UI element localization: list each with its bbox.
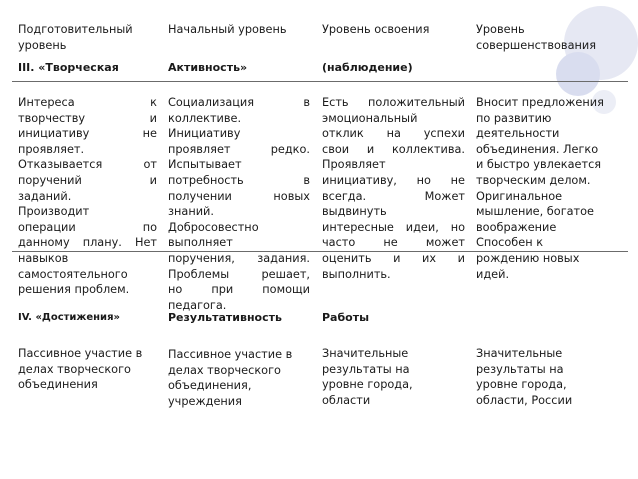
body3-col1-line: Интереса к — [18, 96, 157, 109]
section4-col1: IV. «Достижения» — [18, 312, 120, 323]
body3-col2-line: Испытывает — [168, 158, 242, 172]
body3-col2-line: получении новых — [168, 189, 310, 203]
body3-col1-line: Отказывается от — [18, 158, 157, 172]
body3-col3-line: отклик на успехи — [322, 127, 465, 141]
header-col2-line: Начальный уровень — [168, 23, 287, 36]
body4-col1-line: объединения — [18, 378, 98, 392]
header-col1 — [18, 22, 157, 53]
body3-col4-line: Способен к — [476, 236, 544, 250]
body4-col4-line: результаты на — [476, 362, 564, 376]
body3-col4 — [476, 95, 616, 282]
body4-col2-line: объединения, — [168, 379, 252, 393]
body3-col3-line: часто не может — [322, 236, 465, 250]
body4-col1-line: Пассивное участие в — [18, 347, 143, 360]
header-col4 — [476, 22, 616, 53]
body3-col2-line: Инициативу — [168, 127, 241, 141]
body3-col2-line: Социализация в — [168, 96, 310, 109]
body3-col2 — [168, 95, 310, 313]
body3-col1-line: данному плану. Нет — [18, 236, 157, 250]
body3-col3-line: свои и коллектива. — [322, 142, 465, 156]
body3-col2-line: коллективе. — [168, 111, 242, 125]
body4-col3-line: результаты на — [322, 362, 410, 376]
section4-col3: Работы — [322, 311, 370, 324]
body3-col3-line: Есть положительный — [322, 96, 465, 109]
body3-col2-line: Проблемы решает, — [168, 267, 310, 281]
body3-col4-line: и быстро увлекается — [476, 158, 602, 172]
header-col3 — [322, 22, 465, 38]
body3-col3-line: инициативу, но не — [322, 173, 465, 187]
body3-col2-line: потребность в — [168, 173, 310, 187]
section3-col2: Активность» — [168, 61, 248, 74]
body3-col2-line: знаний. — [168, 205, 214, 219]
body3-col1-line: решения проблем. — [18, 283, 130, 297]
section3-col1: III. «Творческая — [18, 61, 119, 74]
body4-col2-line: Пассивное участие в — [168, 348, 293, 361]
body4-col1 — [18, 346, 157, 393]
body4-col3 — [322, 346, 465, 408]
body3-col2-line: поручения, задания. — [168, 251, 310, 265]
body4-col3-line: уровне города, — [322, 378, 413, 392]
body3-rule — [12, 251, 628, 252]
body3-col3 — [322, 95, 465, 282]
body3-col1-line: заданий. — [18, 189, 72, 203]
body4-col3-line: области — [322, 393, 371, 407]
section3-col3: (наблюдение) — [322, 61, 413, 74]
header-col3-line: Уровень освоения — [322, 23, 430, 36]
body4-col2 — [168, 347, 310, 409]
body3-col3-line: интересные идеи, но — [322, 220, 465, 234]
body4-col4-line: области, России — [476, 393, 573, 407]
body4-col3-line: Значительные — [322, 347, 409, 360]
body3-col3-line: всегда. Может — [322, 189, 465, 203]
section3-rule — [12, 81, 628, 82]
body3-col4-line: творческим делом. — [476, 173, 591, 187]
body3-col3-line: Проявляет — [322, 158, 386, 172]
body3-col4-line: Вносит предложения — [476, 96, 604, 109]
body4-col4-line: уровне города, — [476, 378, 567, 392]
body4-col2-line: делах творческого — [168, 363, 281, 377]
section4-col2: Результативность — [168, 311, 282, 324]
body3-col3-line: эмоциональный — [322, 111, 418, 125]
body3-col2-line: но при помощи — [168, 283, 310, 297]
body3-col1-line: инициативу не — [18, 127, 157, 141]
body3-col3-line: оценить и их и — [322, 251, 465, 265]
body3-col3-line: выдвинуть — [322, 205, 387, 219]
decor-circle-medium — [556, 52, 600, 96]
body3-col4-line: объединения. Легко — [476, 142, 599, 156]
body4-col4-line: Значительные — [476, 347, 563, 360]
body4-col1-line: делах творческого — [18, 362, 131, 376]
body3-col1 — [18, 95, 157, 298]
body3-col4-line: по развитию — [476, 111, 552, 125]
body3-col4-line: рождению новых — [476, 251, 580, 265]
body3-col4-line: идей. — [476, 267, 510, 281]
body4-col4 — [476, 346, 616, 408]
body3-col1-line: творчеству и — [18, 111, 157, 125]
body3-col2-line: Добросовестно — [168, 220, 259, 234]
body3-col1-line: Производит — [18, 205, 90, 219]
header-col4-line: совершенствования — [476, 38, 597, 52]
header-col1-line: уровень — [18, 38, 67, 52]
body4-col2-line: учреждения — [168, 394, 242, 408]
body3-col1-line: навыков — [18, 251, 69, 265]
body3-col4-line: Оригинальное — [476, 189, 563, 203]
header-col2 — [168, 22, 310, 38]
body3-col3-line: выполнить. — [322, 267, 391, 281]
body3-col4-line: воображение — [476, 220, 557, 234]
header-col4-line: Уровень — [476, 23, 525, 36]
body3-col4-line: мышление, богатое — [476, 205, 594, 219]
body3-col1-line: операции по — [18, 220, 157, 234]
header-col1-line: Подготовительный — [18, 23, 133, 36]
body3-col2-line: выполняет — [168, 236, 233, 250]
body3-col1-line: поручений и — [18, 173, 157, 187]
body3-col1-line: проявляет. — [18, 142, 85, 156]
body3-col2-line: проявляет редко. — [168, 142, 310, 156]
body3-col4-line: деятельности — [476, 127, 560, 141]
body3-col1-line: самостоятельного — [18, 267, 128, 281]
body3-col2-line: педагога. — [168, 298, 227, 312]
